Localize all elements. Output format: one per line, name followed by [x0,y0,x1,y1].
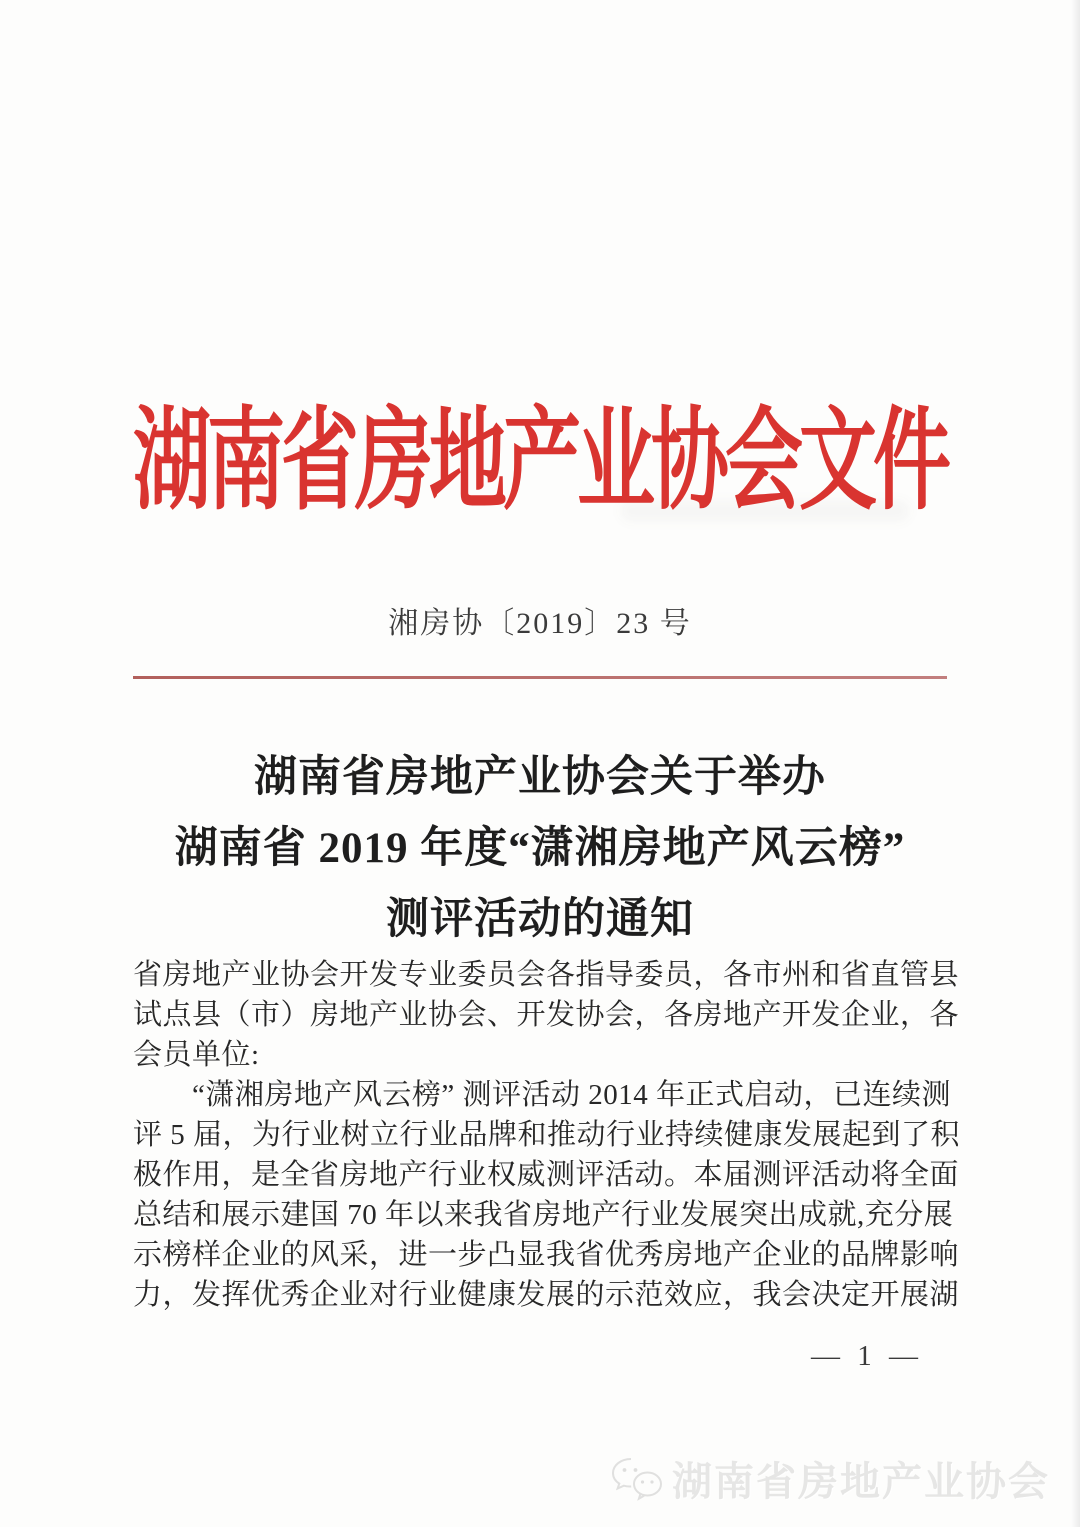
body-line: 试点县（市）房地产业协会、开发协会，各房地产开发企业，各 [133,999,960,1031]
page-number: — 1 — [811,1340,923,1372]
body-line: “潇湘房地产风云榜” 测评活动 2014 年正式启动，已连续测 [133,1079,951,1111]
wechat-icon [610,1456,664,1502]
body-line: 评 5 届，为行业树立行业品牌和推动行业持续健康发展起到了积 [133,1119,961,1151]
notice-body [133,955,961,1315]
document-number: 湘房协〔2019〕23 号 [388,607,692,640]
notice-title [0,742,1080,955]
body-line: 力，发挥优秀企业对行业健康发展的示范效应，我会决定开展湖 [133,1279,960,1311]
wechat-watermark [610,1450,1050,1507]
red-separator-line [133,676,947,679]
wechat-account-name: 湖南省房地产业协会 [672,1459,1050,1504]
letterhead-title: 湖南省房地产业协会文件 [132,398,947,523]
body-line: 示榜样企业的风采，进一步凸显我省优秀房地产企业的品牌影响 [133,1239,960,1271]
body-line: 省房地产业协会开发专业委员会各指导委员，各市州和省直管县 [133,959,960,991]
notice-title-line-3: 测评活动的通知 [386,896,694,943]
body-line: 极作用，是全省房地产行业权威测评活动。本届测评活动将全面 [133,1159,960,1191]
body-line: 会员单位: [133,1039,260,1071]
notice-title-line-1: 湖南省房地产业协会关于举办 [254,754,826,801]
notice-title-line-2: 湖南省 2019 年度“潇湘房地产风云榜” [174,825,906,872]
body-line: 总结和展示建国 70 年以来我省房地产行业发展突出成就,充分展 [133,1199,954,1231]
